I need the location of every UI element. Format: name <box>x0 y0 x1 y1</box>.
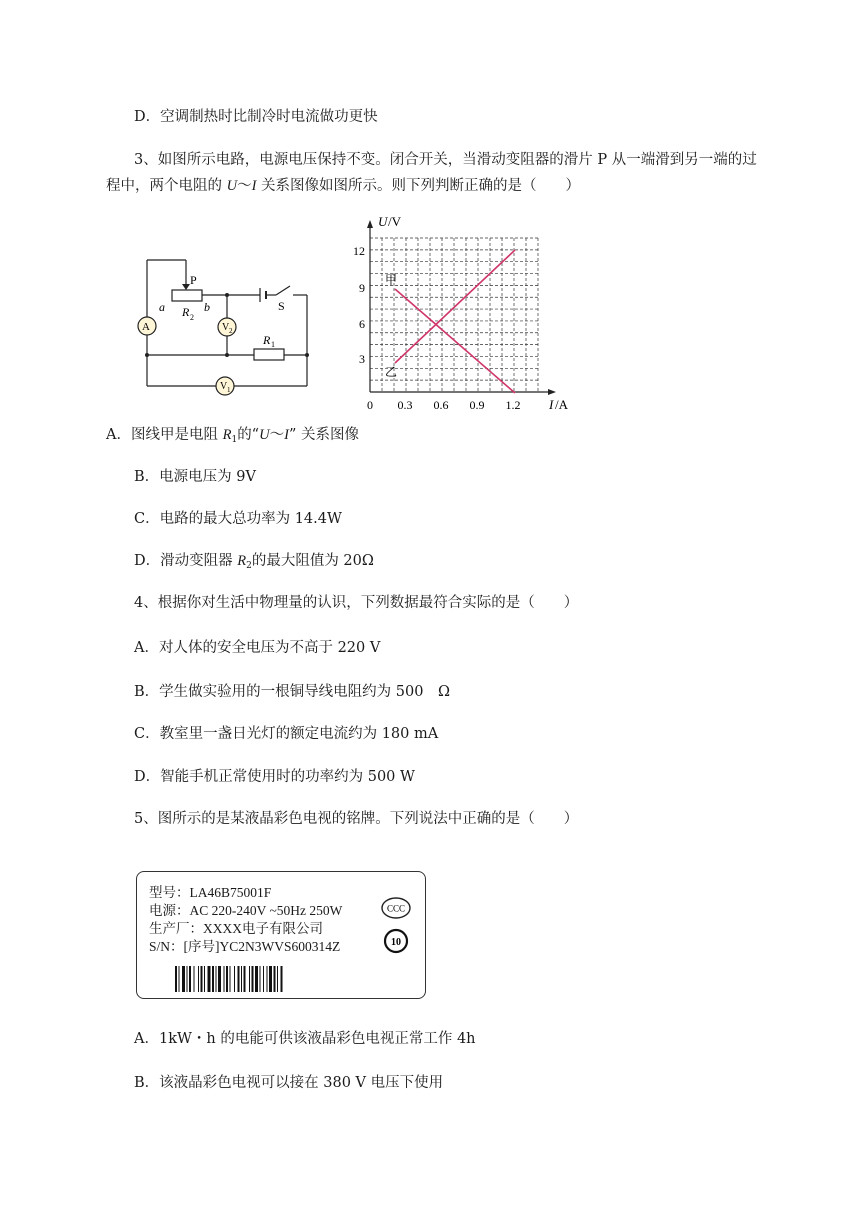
barcode-bar <box>175 966 177 992</box>
barcode-bar <box>267 966 268 992</box>
barcode-bar <box>201 966 203 992</box>
barcode-bar <box>198 966 199 992</box>
line-yi <box>395 250 515 363</box>
svg-text:/V: /V <box>388 214 401 229</box>
svg-text:CCC: CCC <box>386 903 406 914</box>
svg-text:A: A <box>142 321 150 333</box>
barcode-bar <box>230 966 231 992</box>
svg-text:R: R <box>182 305 190 319</box>
q5-option-a: A．1kW・h 的电能可供该液晶彩色电视正常工作 4h <box>134 1031 476 1047</box>
q3-option-c: C．电路的最大总功率为 14.4W <box>134 511 342 527</box>
q2-option-d: D．空调制热时比制冷时电流做功更快 <box>134 109 378 125</box>
nameplate-model: 型号：LA46B75001F <box>149 885 272 900</box>
q4-option-b: B．学生做实验用的一根铜导线电阻约为 500 Ω <box>134 684 450 700</box>
svg-text:/A: /A <box>555 397 568 412</box>
barcode-bar <box>234 966 235 992</box>
barcode-bar <box>274 966 276 992</box>
q4-option-a: A．对人体的安全电压为不高于 220 V <box>134 640 381 656</box>
svg-text:6: 6 <box>359 317 365 331</box>
svg-text:I: I <box>549 397 554 412</box>
svg-text:2: 2 <box>229 327 233 335</box>
barcode-bar <box>204 966 205 992</box>
svg-text:1.2: 1.2 <box>505 398 521 412</box>
barcode-bar <box>252 966 254 992</box>
svg-text:3: 3 <box>359 352 365 366</box>
svg-text:2: 2 <box>190 313 194 322</box>
barcode-icon <box>175 966 327 992</box>
barcode-bar <box>189 966 191 992</box>
q3-option-b: B．电源电压为 9V <box>134 469 256 485</box>
svg-text:U: U <box>378 214 388 229</box>
q4-stem: 4、根据你对生活中物理量的认识，下列数据最符合实际的是（ ） <box>134 595 579 611</box>
barcode-bar <box>249 966 250 992</box>
svg-text:a: a <box>159 300 165 314</box>
q3-option-d: D．滑动变阻器 $R_2$的最大阻值为 20Ω <box>134 553 374 571</box>
barcode-bar <box>212 966 214 992</box>
svg-text:V: V <box>222 322 230 333</box>
nameplate-manufacturer: 生产厂：XXXX电子有限公司 <box>149 921 323 936</box>
q3-stem-line2: 程中，两个电阻的 U～I 关系图像如图所示。则下列判断正确的是（ ） <box>106 178 581 194</box>
barcode-bar <box>260 966 261 992</box>
barcode-bar <box>263 966 264 992</box>
svg-text:乙: 乙 <box>385 365 398 379</box>
r2-resistor <box>172 290 202 301</box>
circuit-diagram <box>130 250 330 400</box>
barcode-bar <box>179 966 180 992</box>
barcode-bar <box>281 966 283 992</box>
barcode-bar <box>187 966 188 992</box>
barcode-bar <box>218 966 221 992</box>
q4-option-d: D．智能手机正常使用时的功率约为 500 W <box>134 769 415 785</box>
ui-graph <box>345 212 580 412</box>
svg-text:1: 1 <box>227 386 231 394</box>
tv-nameplate <box>136 871 426 999</box>
barcode-bar <box>224 966 225 992</box>
q5-option-b: B．该液晶彩色电视可以接在 380 V 电压下使用 <box>134 1075 444 1091</box>
svg-text:甲: 甲 <box>385 273 398 287</box>
svg-text:1: 1 <box>271 340 275 349</box>
svg-text:9: 9 <box>359 281 365 295</box>
barcode-bar <box>216 966 217 992</box>
svg-text:V: V <box>220 381 228 392</box>
svg-text:b: b <box>204 300 210 314</box>
barcode-bar <box>269 966 272 992</box>
nameplate-power: 电源：AC 220-240V ~50Hz 250W <box>149 903 343 918</box>
r1-resistor <box>254 349 284 360</box>
svg-text:R: R <box>263 333 271 347</box>
q3-option-a: A．图线甲是电阻 $R_1$的“U～I” 关系图像 <box>106 427 359 445</box>
svg-text:0.6: 0.6 <box>433 398 449 412</box>
ccc-mark-icon <box>380 896 412 920</box>
line-jia <box>395 289 515 393</box>
barcode-bar <box>277 966 278 992</box>
barcode-bar <box>238 966 240 992</box>
svg-text:S: S <box>278 299 285 313</box>
svg-text:0: 0 <box>367 398 373 412</box>
q5-stem: 5、图所示的是某液晶彩色电视的铭牌。下列说法中正确的是（ ） <box>134 811 579 827</box>
svg-text:P: P <box>190 273 197 287</box>
eco-10-mark-icon <box>383 928 409 954</box>
barcode-bar <box>182 966 185 992</box>
q4-option-c: C．教室里一盏日光灯的额定电流约为 180 mA <box>134 726 439 742</box>
barcode-bar <box>241 966 242 992</box>
barcode-bar <box>208 966 211 992</box>
nameplate-serial: S/N：[序号]YC2N3WVS600314Z <box>149 939 341 954</box>
svg-text:0.9: 0.9 <box>469 398 485 412</box>
barcode-bar <box>194 966 195 992</box>
barcode-bar <box>244 966 246 992</box>
q3-stem-line1: 3、如图所示电路，电源电压保持不变。闭合开关，当滑动变阻器的滑片 P 从一端滑到另一端的过 <box>134 152 757 168</box>
barcode-bar <box>226 966 228 992</box>
svg-text:0.3: 0.3 <box>397 398 413 412</box>
barcode-bar <box>255 966 258 992</box>
svg-text:12: 12 <box>353 244 365 258</box>
svg-text:10: 10 <box>391 937 401 948</box>
